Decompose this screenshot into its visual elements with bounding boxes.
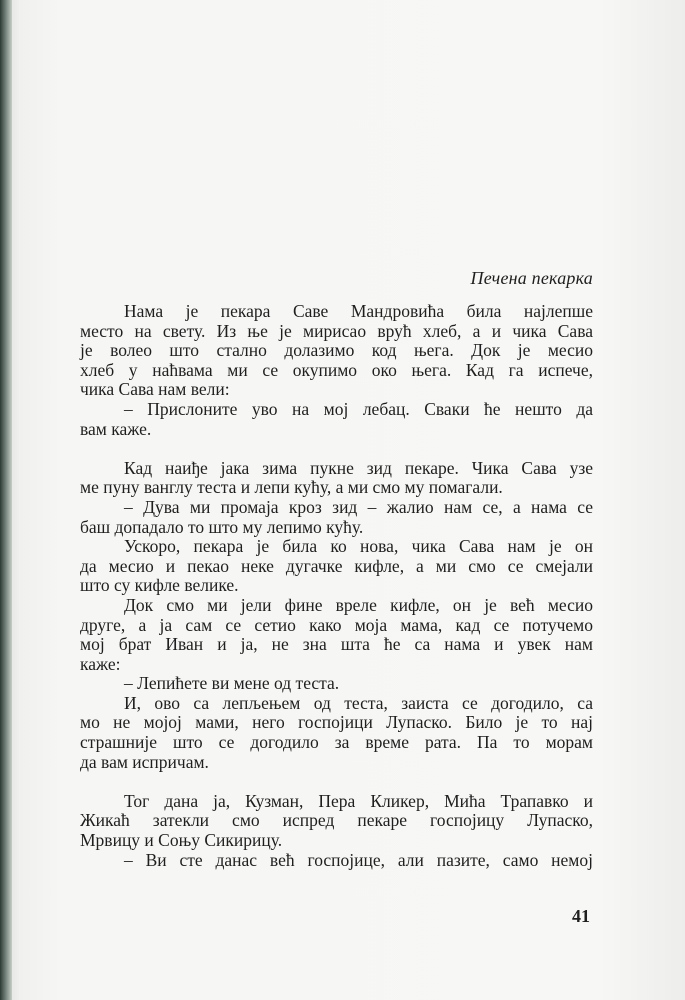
text-line: мој брат Иван и ја, не зна шта ће са нама и увек нам — [80, 634, 593, 655]
text-line: – Ви сте данас већ госпојице, али пазите, само немој — [124, 849, 593, 870]
text-line: да вам испричам. — [80, 751, 209, 772]
paragraph-gap — [80, 772, 593, 792]
text-line: вам каже. — [80, 418, 152, 439]
text-line: каже: — [80, 653, 121, 674]
chapter-title: Печена пекарка — [470, 268, 593, 288]
text-line: Нама је пекара Саве Мандровића била најлепше — [124, 301, 593, 321]
text-line: хлеб у наћвама ми се окупимо око њега. Кад га испече, — [80, 359, 593, 380]
text-line: ме пуну ванглу теста и лепи кућу, а ми смо му помагали. — [80, 477, 503, 498]
text-line: страшније што се догодило за време рата. Па то морам — [80, 732, 593, 753]
text-line: чика Сава нам вели: — [80, 379, 230, 400]
text-line: место на свету. Из ње је мирисао врућ хлеб, а и чика Сава — [80, 320, 593, 341]
text-line: – Дува ми промаја кроз зид – жалио нам се, а нама се — [124, 496, 593, 517]
book-spine-edge — [0, 0, 12, 1000]
text-line: Кад наиђе јака зима пукне зид пекаре. Чика Сава узе — [124, 457, 593, 478]
text-line: баш допадало то што му лепимо кућу. — [80, 516, 364, 537]
text-line: Ускоро, пекара је била ко нова, чика Сава нам је он — [124, 536, 593, 557]
text-line: је волео што стално долазимо код њега. Док је месио — [80, 340, 593, 361]
text-line: мо не мојој мами, него госпојици Лупаско. Било је то нај — [80, 712, 593, 733]
body-text — [80, 302, 593, 870]
text-line: – Прислоните уво на мој лебац. Сваки ће нешто да — [124, 398, 593, 419]
text-line: Жикаћ затекли смо испред пекаре госпојицу Лупаско, — [80, 810, 593, 831]
text-line: да месио и пекао неке дугачке кифле, а ми смо се смејали — [80, 555, 593, 576]
text-line: Док смо ми јели фине вреле кифле, он је већ месио — [124, 594, 593, 615]
text-line: Мрвицу и Соњу Сикирицу. — [80, 830, 283, 851]
text-line: Тог дана ја, Кузман, Пера Кликер, Мића Трапавко и — [124, 790, 593, 811]
page-number: 41 — [572, 906, 590, 926]
text-line: И, ово са лепљењем од теста, заиста се догодило, са — [124, 692, 593, 713]
text-line: што су кифле велике. — [80, 575, 239, 596]
text-line: друге, а ја сам се сетио како моја мама, кад се потучемо — [80, 614, 593, 635]
text-line: – Лепићете ви мене од теста. — [124, 673, 340, 694]
paragraph-gap — [80, 439, 593, 459]
